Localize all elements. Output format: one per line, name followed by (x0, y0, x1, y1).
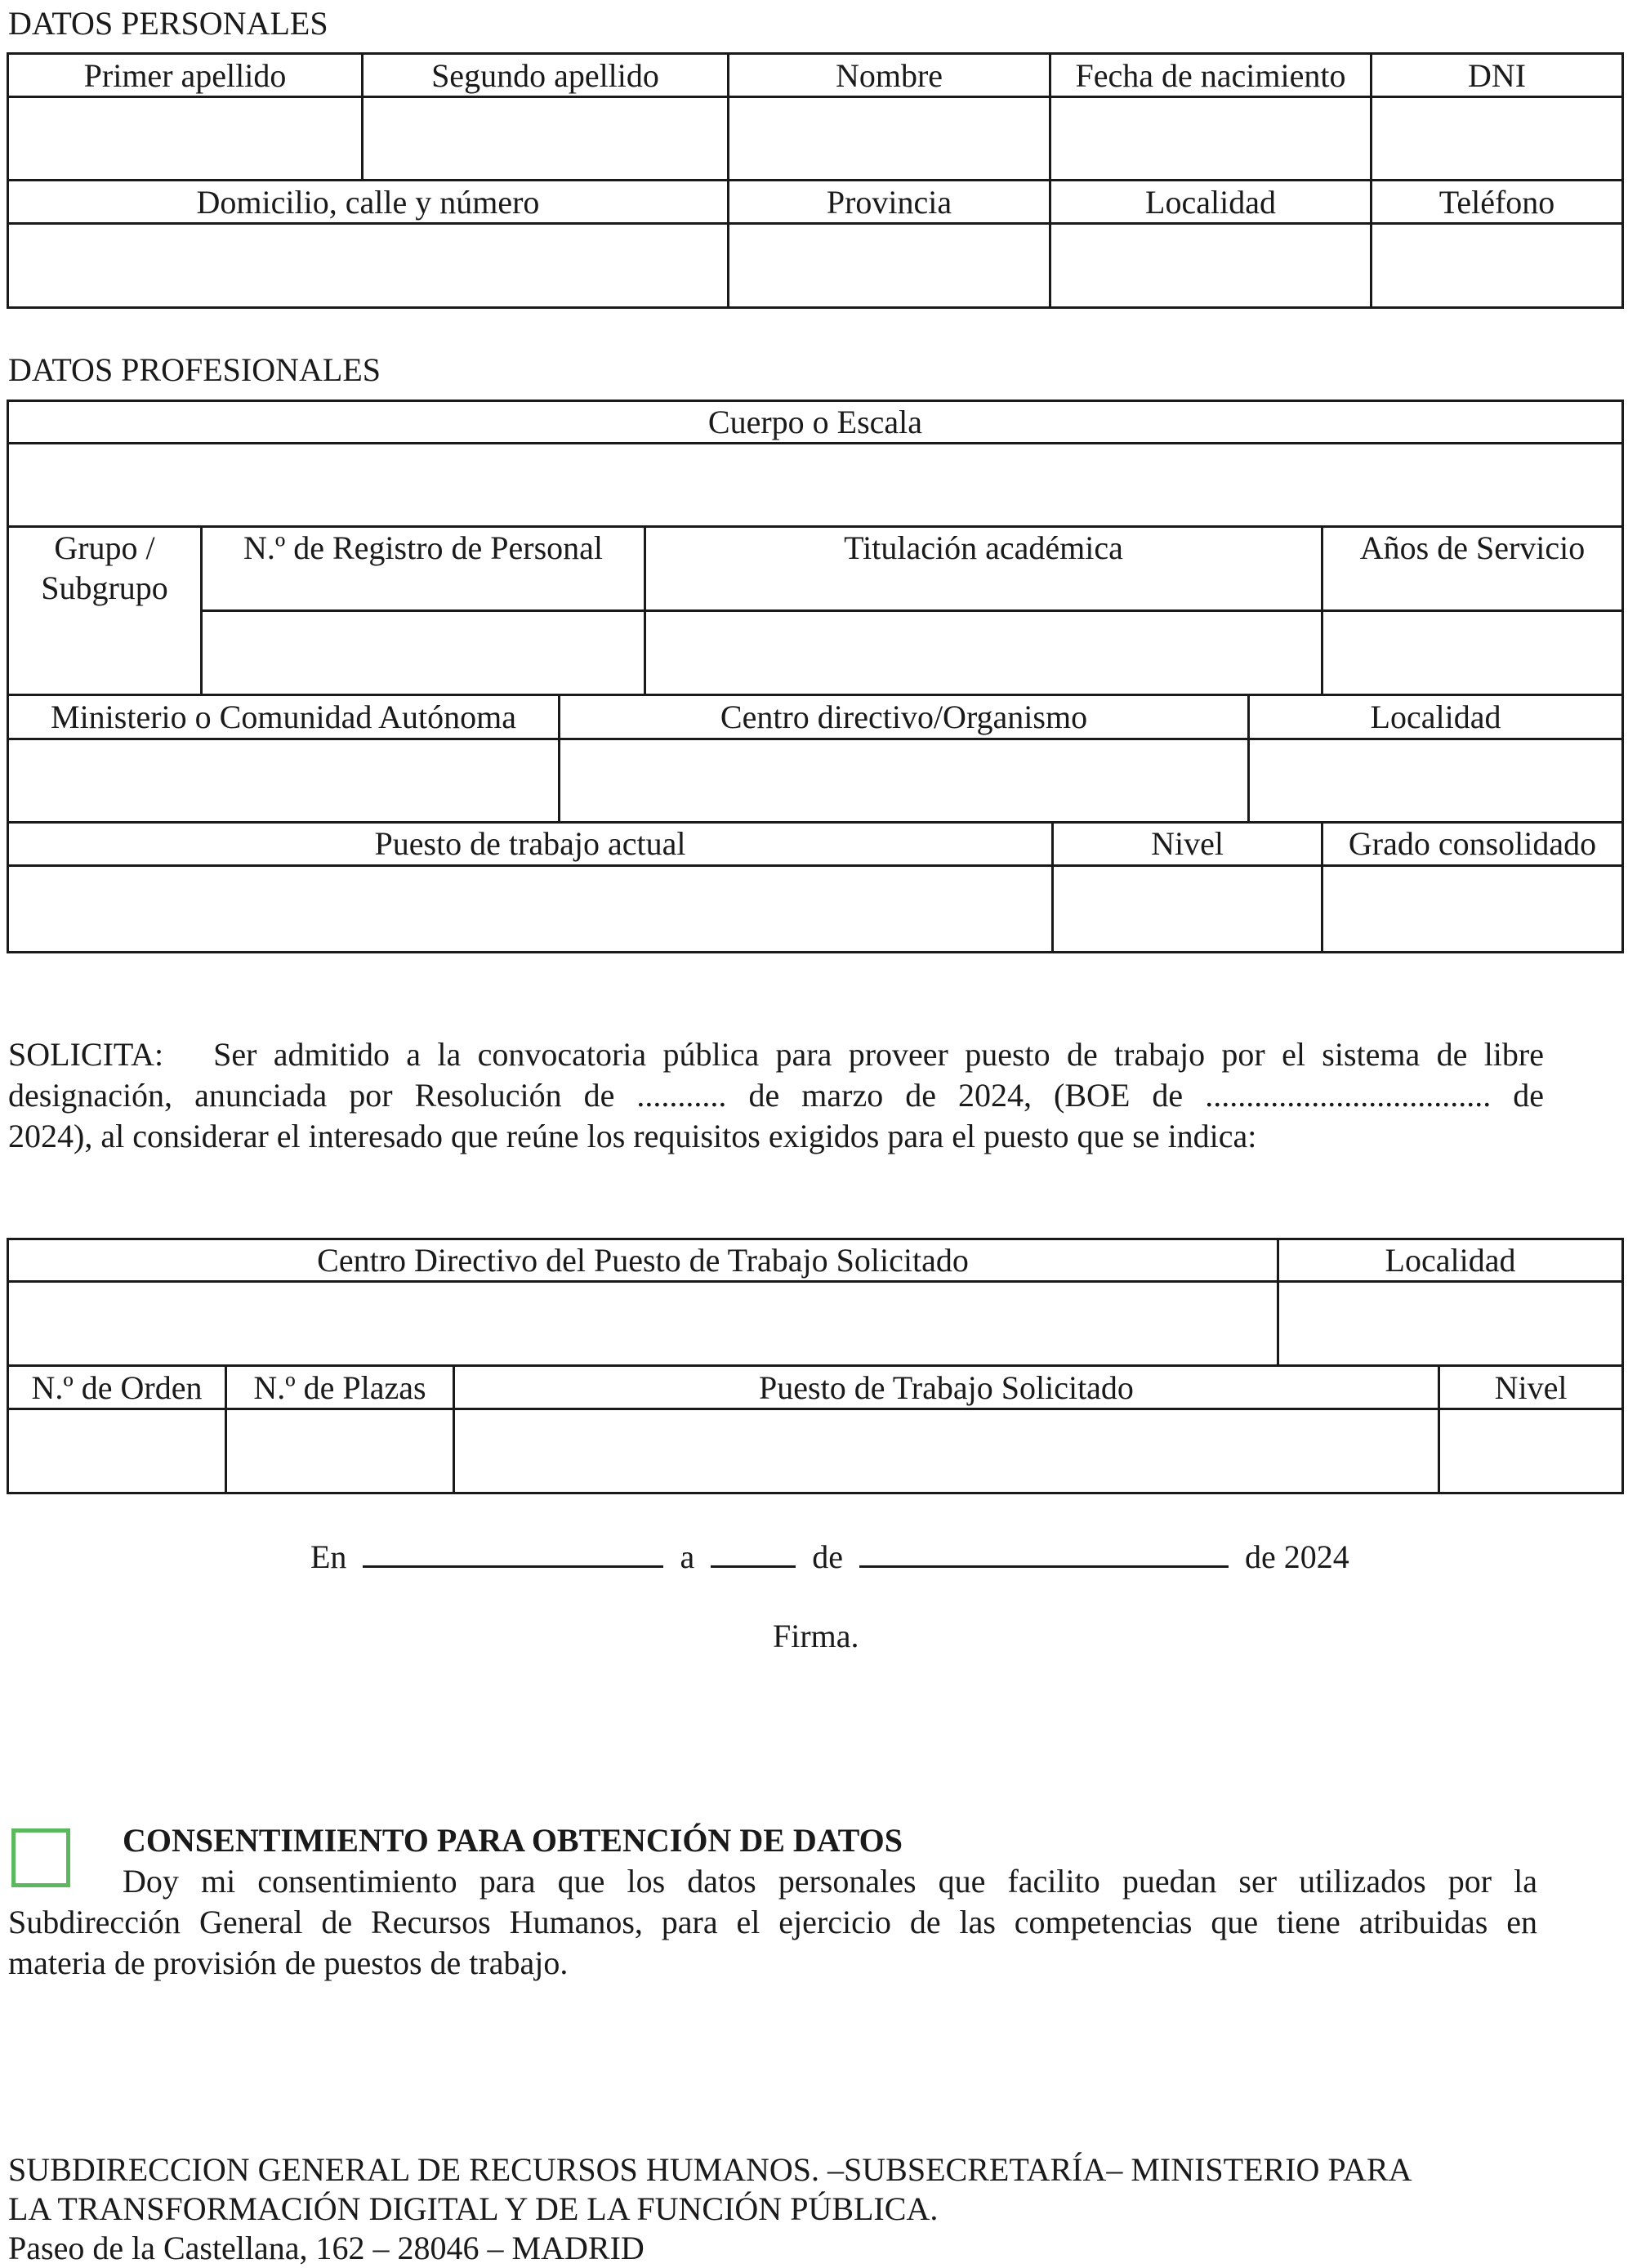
header-nivel: Nivel (1151, 825, 1224, 862)
primer-apellido-field[interactable] (9, 98, 361, 179)
header-localidad-profesional: Localidad (1370, 699, 1501, 735)
fecha-nacimiento-field[interactable] (1051, 98, 1370, 179)
date-de-label: de (812, 1538, 843, 1575)
ministerio-field[interactable] (9, 740, 558, 821)
consent-line-2: Subdirección General de Recursos Humanos, para el ejercicio de las competencias que tiene atribuidas en (8, 1904, 1537, 1940)
date-month-field[interactable] (859, 1536, 1229, 1568)
date-place-field[interactable] (363, 1536, 663, 1568)
header-provincia: Provincia (826, 184, 952, 221)
header-centro-directivo: Centro directivo/Organismo (720, 699, 1088, 735)
numero-orden-field[interactable] (9, 1410, 225, 1492)
footer-line-2: LA TRANSFORMACIÓN DIGITAL Y DE LA FUNCIÓN PÚBLICA. (8, 2190, 939, 2227)
solicita-line-1: SOLICITA: Ser admitido a la convocatoria pública para proveer puesto de trabajo por el sistema de libre (8, 1036, 1544, 1073)
header-localidad: Localidad (1145, 184, 1276, 221)
telefono-field[interactable] (1372, 225, 1621, 306)
solicita-line-3: 2024), al considerar el interesado que reúne los requisitos exigidos para el puesto que se indica: (8, 1118, 1257, 1154)
header-ministerio: Ministerio o Comunidad Autónoma (51, 699, 516, 735)
consent-line-1: Doy mi consentimiento para que los datos personales que facilito puedan ser utilizados por la (123, 1863, 1537, 1900)
date-year-label: de 2024 (1244, 1538, 1349, 1575)
dni-field[interactable] (1372, 98, 1621, 179)
header-grado-consolidado: Grado consolidado (1348, 825, 1597, 862)
header-numero-orden: N.º de Orden (31, 1369, 203, 1406)
header-cuerpo-escala: Cuerpo o Escala (707, 404, 923, 440)
header-dni: DNI (1467, 57, 1527, 94)
date-a-label: a (680, 1538, 695, 1575)
header-fecha-nacimiento: Fecha de nacimiento (1075, 57, 1346, 94)
header-nivel-solicitado: Nivel (1494, 1369, 1568, 1406)
header-registro-personal: N.º de Registro de Personal (243, 529, 604, 566)
header-segundo-apellido: Segundo apellido (431, 57, 659, 94)
localidad-solicitada-field[interactable] (1279, 1283, 1621, 1364)
centro-solicitado-field[interactable] (9, 1283, 1277, 1364)
centro-directivo-field[interactable] (560, 740, 1247, 821)
header-anios-servicio: Años de Servicio (1359, 529, 1586, 566)
header-primer-apellido: Primer apellido (83, 57, 287, 94)
segundo-apellido-field[interactable] (364, 98, 727, 179)
date-day-field[interactable] (711, 1536, 796, 1568)
personal-data-heading: DATOS PERSONALES (8, 5, 328, 42)
header-numero-plazas: N.º de Plazas (253, 1369, 426, 1406)
consent-paragraph (8, 1861, 1537, 1984)
solicita-line-2: designación, anunciada por Resolución de ........... de marzo de 2024, (BOE de ................................... de (8, 1077, 1544, 1114)
header-domicilio: Domicilio, calle y número (196, 184, 540, 221)
localidad-field[interactable] (1051, 225, 1370, 306)
nombre-field[interactable] (729, 98, 1049, 179)
firma-label: Firma. (773, 1618, 859, 1654)
header-puesto-solicitado: Puesto de Trabajo Solicitado (759, 1369, 1134, 1406)
numero-plazas-field[interactable] (227, 1410, 453, 1492)
solicita-paragraph (8, 1034, 1544, 1157)
nivel-field[interactable] (1054, 867, 1321, 951)
puesto-actual-field[interactable] (9, 867, 1051, 951)
date-line (310, 1536, 1349, 1576)
footer-line-1: SUBDIRECCION GENERAL DE RECURSOS HUMANOS. –SUBSECRETARÍA– MINISTERIO PARA (8, 2151, 1412, 2188)
consent-title: CONSENTIMIENTO PARA OBTENCIÓN DE DATOS (123, 1822, 903, 1859)
domicilio-field[interactable] (9, 225, 727, 306)
header-puesto-actual: Puesto de trabajo actual (374, 825, 686, 862)
header-grupo: Grupo / (54, 529, 155, 566)
cuerpo-escala-field[interactable] (9, 444, 1621, 525)
header-titulacion: Titulación académica (844, 529, 1123, 566)
professional-data-heading: DATOS PROFESIONALES (8, 351, 381, 388)
titulacion-field[interactable] (646, 612, 1321, 694)
provincia-field[interactable] (729, 225, 1049, 306)
date-en-label: En (310, 1538, 347, 1575)
header-subgrupo: Subgrupo (41, 569, 168, 606)
nivel-solicitado-field[interactable] (1440, 1410, 1621, 1492)
registro-personal-field[interactable] (203, 612, 644, 694)
puesto-solicitado-field[interactable] (455, 1410, 1438, 1492)
grupo-field[interactable] (9, 612, 200, 694)
header-localidad-solicitada: Localidad (1385, 1242, 1516, 1279)
consent-line-3: materia de provisión de puestos de trabajo. (8, 1944, 569, 1981)
localidad-profesional-field[interactable] (1250, 740, 1621, 821)
header-telefono: Teléfono (1438, 184, 1555, 221)
footer-address (8, 2150, 1412, 2268)
grado-consolidado-field[interactable] (1323, 867, 1621, 951)
footer-line-3: Paseo de la Castellana, 162 – 28046 – MADRID (8, 2230, 645, 2266)
header-centro-solicitado: Centro Directivo del Puesto de Trabajo Solicitado (317, 1242, 969, 1279)
anios-servicio-field[interactable] (1323, 612, 1621, 694)
header-nombre: Nombre (835, 57, 943, 94)
